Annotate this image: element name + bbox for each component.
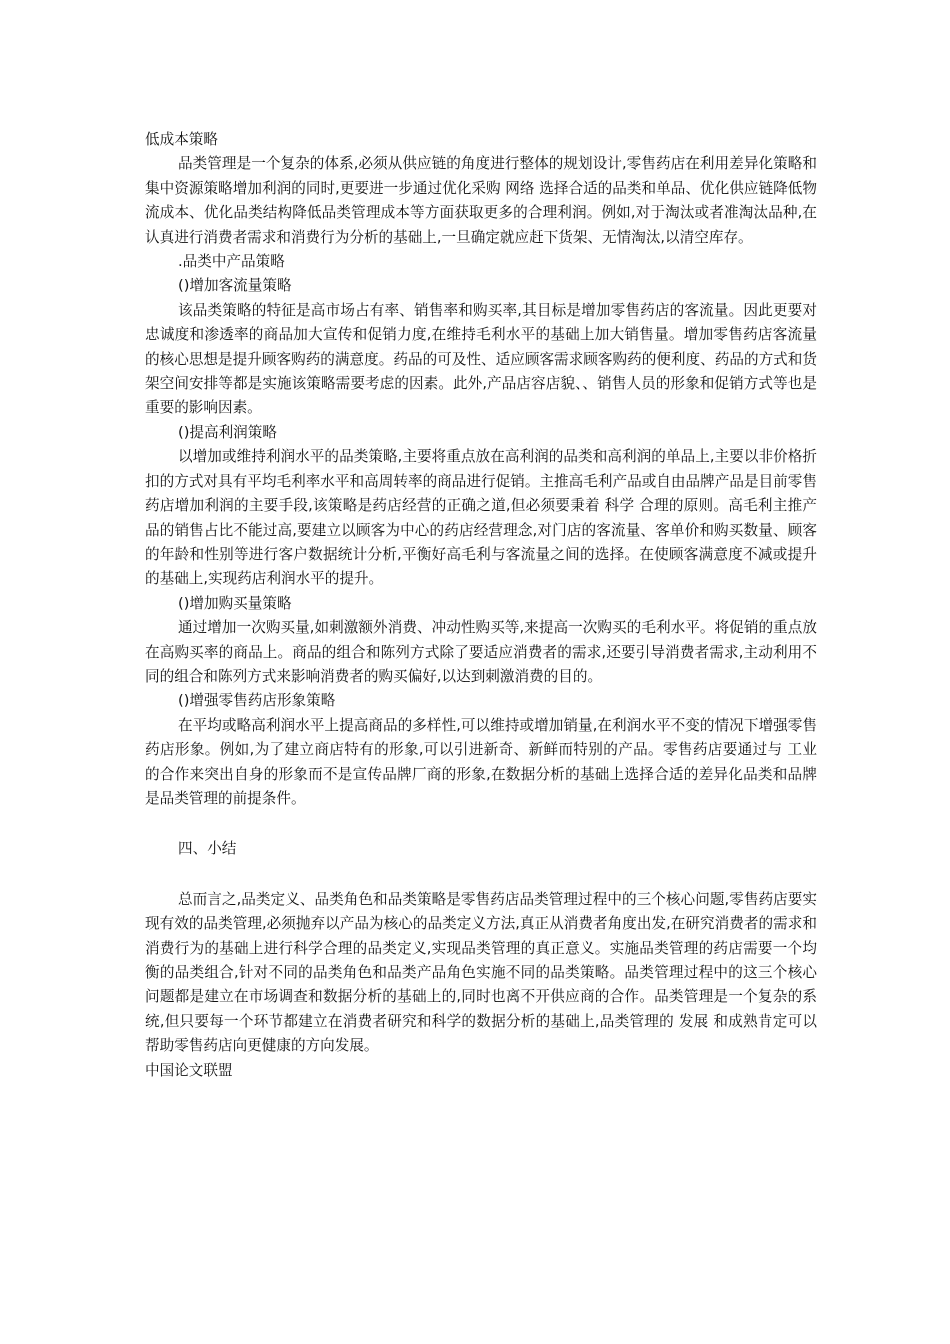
paragraph-increase-purchase: 通过增加一次购买量,如刺激额外消费、冲动性购买等,来提高一次购买的毛利水平。将促销的重点放在高购买率的商品上。商品的组合和陈列方式除了要适应消费者的需求,还要引导消费者需求,主动利用不同的组合和陈列方式来影响消费者的购买偏好,以达到刺激消费的目的。 [145, 619, 817, 685]
source-note: 中国论文联盟 [145, 1061, 233, 1079]
subheading-increase-purchase: ()增加购买量策略 [178, 594, 292, 612]
paragraph-increase-profit: 以增加或维持利润水平的品类策略,主要将重点放在高利润的品类和高利润的单品上,主要以非价格折扣的方式对具有平均毛利率水平和高周转率的商品进行促销。主推高毛利产品或自由品牌产品是目前零售药店增加利润的主要手段,该策略是药店经营的正确之道,但必须要秉着 科学 合理的原则。高毛利主推产品的销售占比不能过高,要建立以顾客为中心的药店经营理念,对门店的客流量、客单价和购买数量、顾客的年龄和性别等进行客户数据统计分析,平衡好高毛利与客流量之间的选择。在使顾客满意度不减或提升的基础上,实现药店利润水平的提升。 [145, 448, 817, 588]
heading-low-cost-strategy: 低成本策略 [145, 131, 218, 148]
paragraph-increase-traffic: 该品类策略的特征是高市场占有率、销售率和购买率,其目标是增加零售药店的客流量。因此更要对忠诚度和渗透率的商品加大宣传和促销力度,在维持毛利水平的基础上加大销售量。增加零售药店客流量的核心思想是提升顾客购药的满意度。药品的可及性、适应顾客需求顾客购药的便利度、药品的方式和货架空间安排等都是实施该策略需要考虑的因素。此外,产品店容店貌、、销售人员的形象和促销方式等也是重要的影响因素。 [145, 301, 817, 417]
subheading-increase-traffic: ()增加客流量策略 [178, 277, 292, 295]
heading-product-strategy: .品类中产品策略 [178, 253, 285, 271]
section-title-summary: 四、小结 [178, 840, 237, 858]
paragraph-summary: 总而言之,品类定义、品类角色和品类策略是零售药店品类管理过程中的三个核心问题,零售药店要实现有效的品类管理,必须抛弃以产品为核心的品类定义方法,真正从消费者角度出发,在研究消费者的需求和消费行为的基础上进行科学合理的品类定义,实现品类管理的真正意义。实施品类管理的药店需要一个均衡的品类组合,针对不同的品类角色和品类产品角色实施不同的品类策略。品类管理过程中的这三个核心问题都是建立在市场调查和数据分析的基础上的,同时也离不开供应商的合作。品类管理是一个复杂的系统,但只要每一个环节都建立在消费者研究和科学的数据分析的基础上,品类管理的 发展 和成熟肯定可以帮助零售药店向更健康的方向发展。 [145, 890, 817, 1055]
paragraph-store-image: 在平均或略高利润水平上提高商品的多样性,可以维持或增加销量,在利润水平不变的情况下增强零售药店形象。例如,为了建立商店特有的形象,可以引进新奇、新鲜而特别的产品。零售药店要通过与 工业 的合作来突出自身的形象而不是宣传品牌厂商的形象,在数据分析的基础上选择合适的差异化品类和品牌是品类管理的前提条件。 [145, 716, 817, 807]
paragraph-low-cost: 品类管理是一个复杂的体系,必须从供应链的角度进行整体的规划设计,零售药店在利用差异化策略和集中资源策略增加利润的同时,更要进一步通过优化采购 网络 选择合适的品类和单品、优化供应链降低物流成本、优化品类结构降低品类管理成本等方面获取更多的合理利润。例如,对于淘汰或者准淘汰品种,在认真进行消费者需求和消费行为分析的基础上,一旦确定就应赶下货架、无情淘汰,以清空库存。 [145, 155, 817, 246]
subheading-increase-profit: ()提高利润策略 [178, 423, 277, 441]
document-body [145, 128, 817, 1083]
subheading-store-image: ()增强零售药店形象策略 [178, 692, 336, 710]
